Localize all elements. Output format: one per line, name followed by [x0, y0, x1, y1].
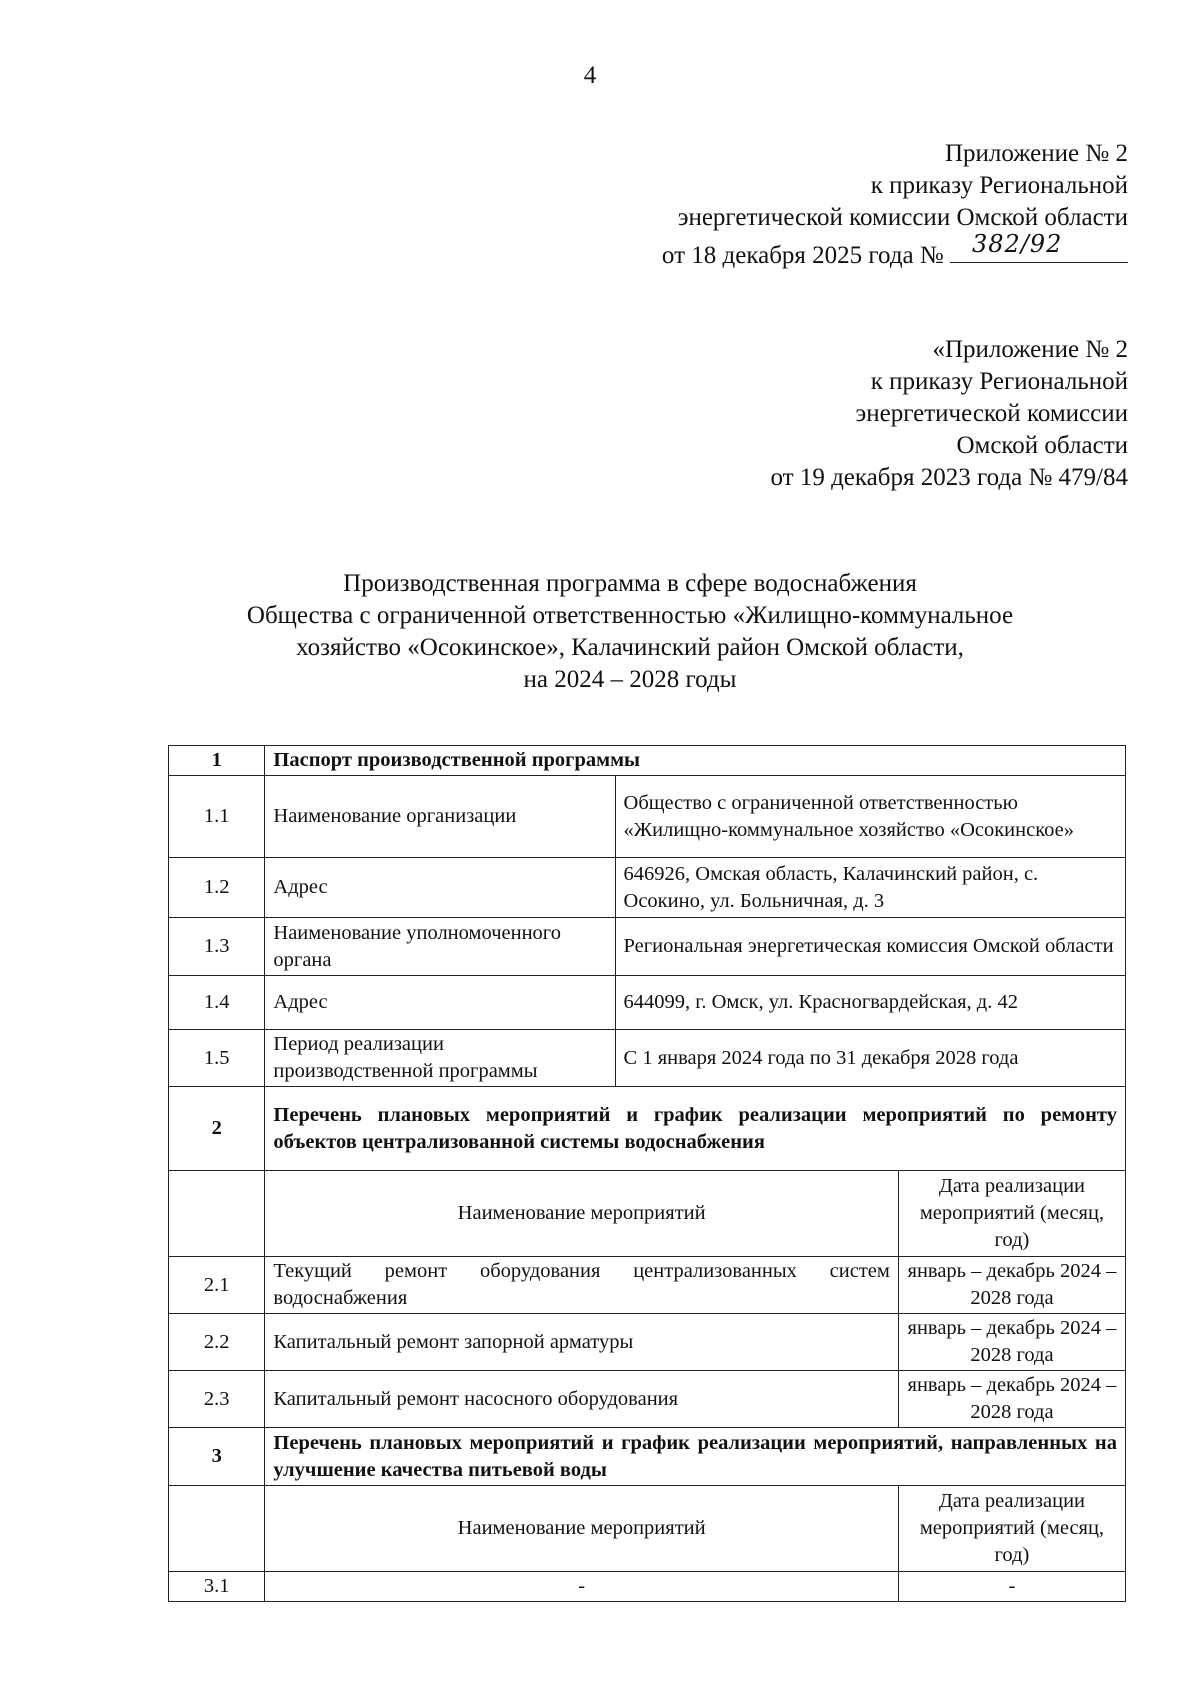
section-header-row: [169, 1428, 1126, 1486]
appendix-header-old: [770, 334, 1128, 494]
appendix-line: Приложение № 2: [944, 140, 1128, 167]
appendix-date-line: [661, 230, 1128, 272]
section-number: 3: [169, 1428, 265, 1486]
appendix-line: к приказу Региональной: [870, 172, 1128, 199]
table-row: [169, 1257, 1126, 1314]
row-number: [169, 1171, 265, 1257]
table-row: [169, 918, 1126, 976]
event-date: январь – декабрь 2024 – 2028 года: [898, 1314, 1125, 1371]
appendix-line: Омской области: [956, 432, 1128, 459]
appendix-date: от 18 декабря 2025 года №: [661, 242, 944, 269]
handwritten-order-number: 382/92: [972, 230, 1063, 258]
program-table: [168, 745, 1126, 1602]
row-number: 3.1: [169, 1572, 265, 1602]
event-name: Капитальный ремонт запорной арматуры: [265, 1314, 898, 1371]
section-title: Перечень плановых мероприятий и график реализации мероприятий по ремонту объектов централизованной системы водоснабжения: [265, 1087, 1126, 1171]
event-name: Капитальный ремонт насосного оборудования: [265, 1371, 898, 1428]
row-number: 2.3: [169, 1371, 265, 1428]
row-number: 1.4: [169, 976, 265, 1030]
table-row: [169, 1030, 1126, 1087]
event-date: январь – декабрь 2024 – 2028 года: [898, 1257, 1125, 1314]
column-header-date: Дата реализации мероприятий (месяц, год): [898, 1486, 1125, 1572]
row-value: Региональная энергетическая комиссия Омской области: [615, 918, 1125, 976]
document-title: [170, 568, 1090, 696]
section-number: 1: [169, 746, 265, 776]
appendix-line: энергетической комиссии Омской области: [677, 204, 1128, 231]
title-line: Общества с ограниченной ответственностью «Жилищно-коммунальное: [246, 602, 1014, 629]
row-label: Наименование организации: [265, 776, 615, 858]
row-number: 1.1: [169, 776, 265, 858]
row-label: Период реализации производственной программы: [265, 1030, 615, 1087]
row-label: Адрес: [265, 976, 615, 1030]
appendix-line: к приказу Региональной: [870, 368, 1128, 395]
row-number: 1.3: [169, 918, 265, 976]
title-line: на 2024 – 2028 годы: [523, 666, 737, 693]
column-header-date: Дата реализации мероприятий (месяц, год): [898, 1171, 1125, 1257]
section-header-row: [169, 1087, 1126, 1171]
table-header-row: [169, 1171, 1126, 1257]
appendix-header-new: [662, 138, 1128, 272]
table-header-row: [169, 1486, 1126, 1572]
row-value: 644099, г. Омск, ул. Красногвардейская, д. 42: [615, 976, 1125, 1030]
row-number: 2.2: [169, 1314, 265, 1371]
table-row: [169, 858, 1126, 918]
row-label: Адрес: [265, 858, 615, 918]
table-row: [169, 1371, 1126, 1428]
appendix-line: энергетической комиссии: [855, 400, 1128, 427]
row-number: 1.5: [169, 1030, 265, 1087]
title-line: Производственная программа в сфере водоснабжения: [343, 570, 917, 597]
table-row: [169, 1572, 1126, 1602]
appendix-line: от 19 декабря 2023 года № 479/84: [770, 464, 1128, 491]
column-header-name: Наименование мероприятий: [265, 1486, 898, 1572]
section-title: Паспорт производственной программы: [265, 746, 1126, 776]
order-number-field: [950, 230, 1128, 263]
title-line: хозяйство «Осокинское», Калачинский район Омской области,: [296, 634, 964, 661]
event-date: январь – декабрь 2024 – 2028 года: [898, 1371, 1125, 1428]
table-row: [169, 1314, 1126, 1371]
row-label: Наименование уполномоченного органа: [265, 918, 615, 976]
event-name: Текущий ремонт оборудования централизованных систем водоснабжения: [265, 1257, 898, 1314]
section-header-row: [169, 746, 1126, 776]
section-number: 2: [169, 1087, 265, 1171]
row-value: 646926, Омская область, Калачинский район, с. Осокино, ул. Больничная, д. 3: [615, 858, 1125, 918]
row-value: С 1 января 2024 года по 31 декабря 2028 года: [615, 1030, 1125, 1087]
row-number: 2.1: [169, 1257, 265, 1314]
column-header-name: Наименование мероприятий: [265, 1171, 898, 1257]
event-name: -: [265, 1572, 898, 1602]
table-row: [169, 976, 1126, 1030]
appendix-line: «Приложение № 2: [932, 336, 1128, 363]
table-row: [169, 776, 1126, 858]
page-number: 4: [583, 62, 597, 89]
row-number: 1.2: [169, 858, 265, 918]
section-title: Перечень плановых мероприятий и график реализации мероприятий, направленных на улучшение качества питьевой воды: [265, 1428, 1126, 1486]
row-number: [169, 1486, 265, 1572]
event-date: -: [898, 1572, 1125, 1602]
row-value: Общество с ограниченной ответственностью «Жилищно-коммунальное хозяйство «Осокинское»: [615, 776, 1125, 858]
